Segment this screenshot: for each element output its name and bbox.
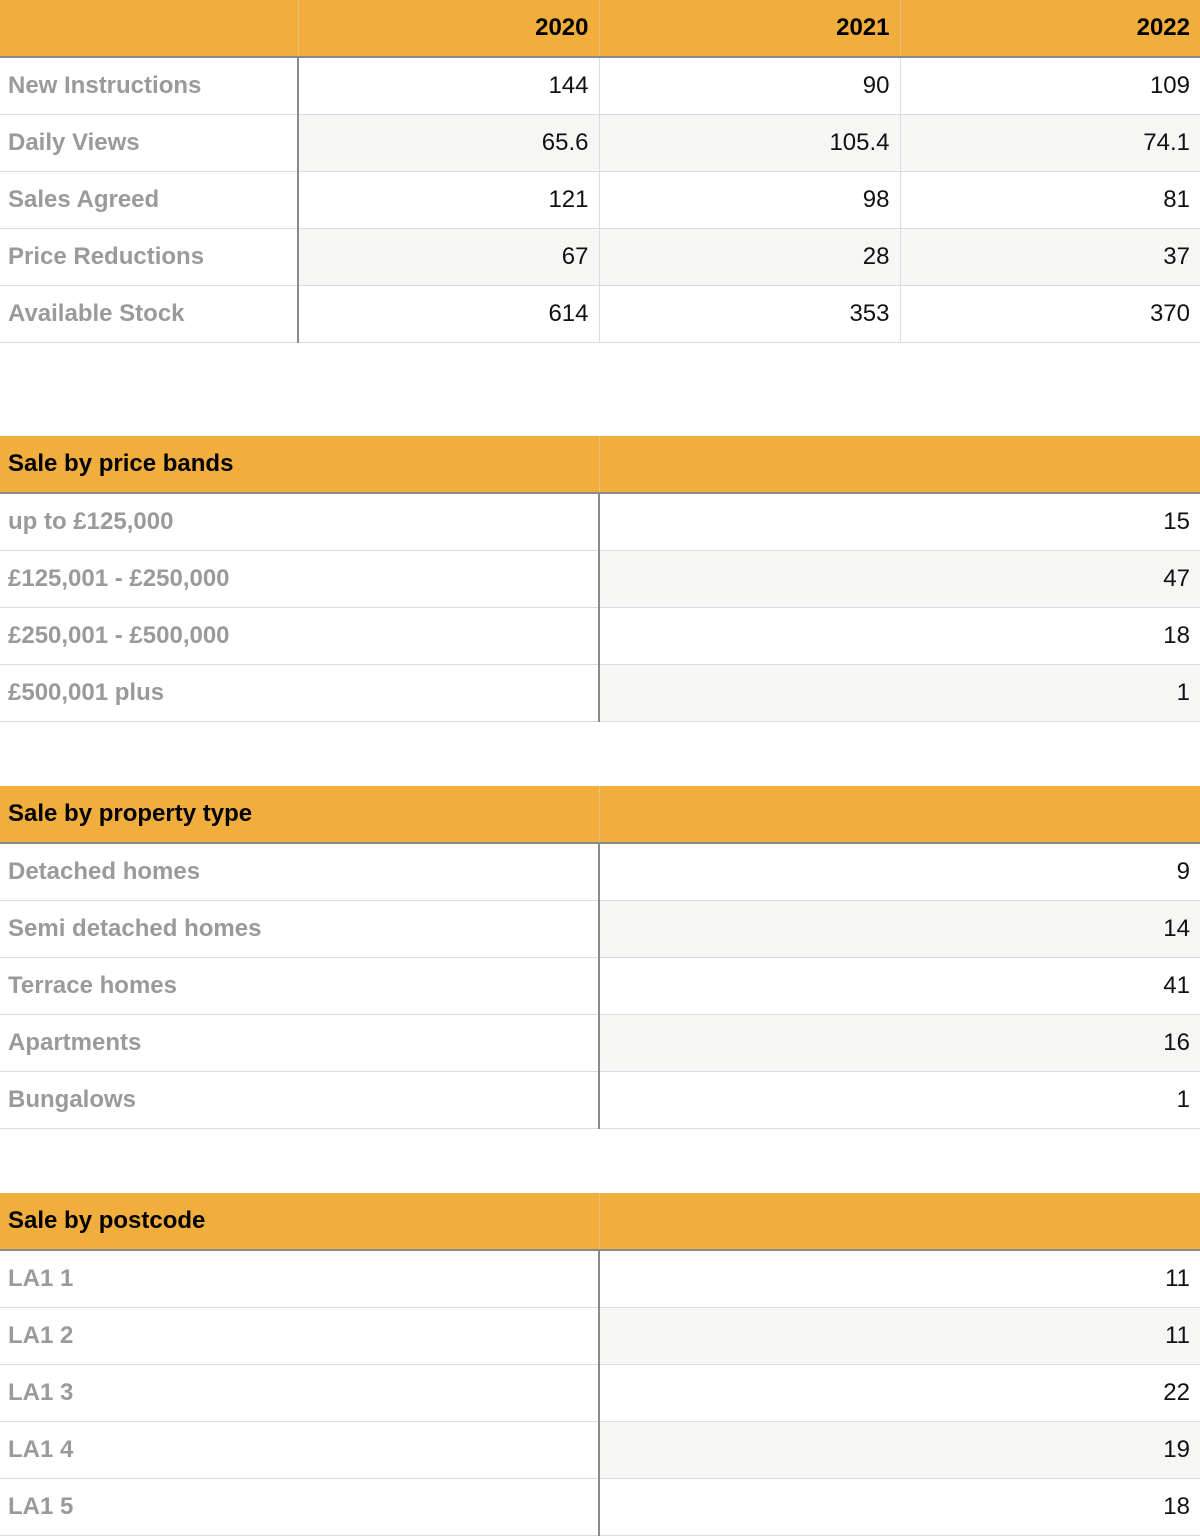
row-label: up to £125,000 (0, 493, 599, 550)
overview-row-new-instructions (0, 57, 1200, 114)
row-value: 14 (599, 900, 1200, 957)
row-value: 16 (599, 1014, 1200, 1071)
section-title: Sale by price bands (0, 436, 599, 493)
row-label: Apartments (0, 1014, 599, 1071)
overview-row-available-stock (0, 285, 1200, 342)
value-2020: 144 (298, 57, 599, 114)
row-label: LA1 1 (0, 1250, 599, 1307)
row-label: Sales Agreed (0, 171, 298, 228)
table-row (0, 1250, 1200, 1307)
row-label: LA1 3 (0, 1364, 599, 1421)
overview-row-price-reductions (0, 228, 1200, 285)
row-value: 19 (599, 1421, 1200, 1478)
postcode-table (0, 1193, 1200, 1536)
row-value: 11 (599, 1307, 1200, 1364)
value-2020: 67 (298, 228, 599, 285)
table-row (0, 607, 1200, 664)
row-value: 47 (599, 550, 1200, 607)
value-2022: 37 (900, 228, 1200, 285)
row-value: 18 (599, 607, 1200, 664)
year-header-2021: 2021 (599, 0, 900, 57)
header-blank-cell (599, 786, 1200, 843)
price-bands-table (0, 436, 1200, 722)
row-value: 11 (599, 1250, 1200, 1307)
header-blank-cell (599, 436, 1200, 493)
price-bands-header-row (0, 436, 1200, 493)
year-header-2022: 2022 (900, 0, 1200, 57)
section-title: Sale by property type (0, 786, 599, 843)
row-label: LA1 4 (0, 1421, 599, 1478)
row-label: New Instructions (0, 57, 298, 114)
row-label: Available Stock (0, 285, 298, 342)
row-value: 9 (599, 843, 1200, 900)
row-label: £125,001 - £250,000 (0, 550, 599, 607)
row-value: 1 (599, 664, 1200, 721)
table-row (0, 843, 1200, 900)
overview-row-daily-views (0, 114, 1200, 171)
row-value: 18 (599, 1478, 1200, 1535)
value-2021: 105.4 (599, 114, 900, 171)
row-label: Daily Views (0, 114, 298, 171)
property-type-header-row (0, 786, 1200, 843)
table-row (0, 1014, 1200, 1071)
value-2022: 74.1 (900, 114, 1200, 171)
section-title: Sale by postcode (0, 1193, 599, 1250)
table-row (0, 550, 1200, 607)
row-value: 1 (599, 1071, 1200, 1128)
table-row (0, 1421, 1200, 1478)
table-row (0, 1071, 1200, 1128)
row-label: Semi detached homes (0, 900, 599, 957)
table-row (0, 664, 1200, 721)
table-row (0, 1364, 1200, 1421)
value-2021: 98 (599, 171, 900, 228)
row-label: £500,001 plus (0, 664, 599, 721)
value-2022: 370 (900, 285, 1200, 342)
table-row (0, 900, 1200, 957)
table-row (0, 1307, 1200, 1364)
row-value: 41 (599, 957, 1200, 1014)
row-label: Terrace homes (0, 957, 599, 1014)
postcode-header-row (0, 1193, 1200, 1250)
value-2022: 81 (900, 171, 1200, 228)
overview-corner-cell (0, 0, 298, 57)
row-label: £250,001 - £500,000 (0, 607, 599, 664)
row-value: 22 (599, 1364, 1200, 1421)
value-2021: 353 (599, 285, 900, 342)
table-row (0, 493, 1200, 550)
table-row (0, 957, 1200, 1014)
overview-header-row (0, 0, 1200, 57)
value-2020: 65.6 (298, 114, 599, 171)
table-row (0, 1478, 1200, 1535)
year-header-2020: 2020 (298, 0, 599, 57)
row-label: LA1 2 (0, 1307, 599, 1364)
header-blank-cell (599, 1193, 1200, 1250)
value-2020: 614 (298, 285, 599, 342)
value-2022: 109 (900, 57, 1200, 114)
row-label: Bungalows (0, 1071, 599, 1128)
row-label: Detached homes (0, 843, 599, 900)
row-label: LA1 5 (0, 1478, 599, 1535)
row-label: Price Reductions (0, 228, 298, 285)
market-overview-table (0, 0, 1200, 343)
property-type-table (0, 786, 1200, 1129)
value-2020: 121 (298, 171, 599, 228)
value-2021: 28 (599, 228, 900, 285)
row-value: 15 (599, 493, 1200, 550)
value-2021: 90 (599, 57, 900, 114)
overview-row-sales-agreed (0, 171, 1200, 228)
